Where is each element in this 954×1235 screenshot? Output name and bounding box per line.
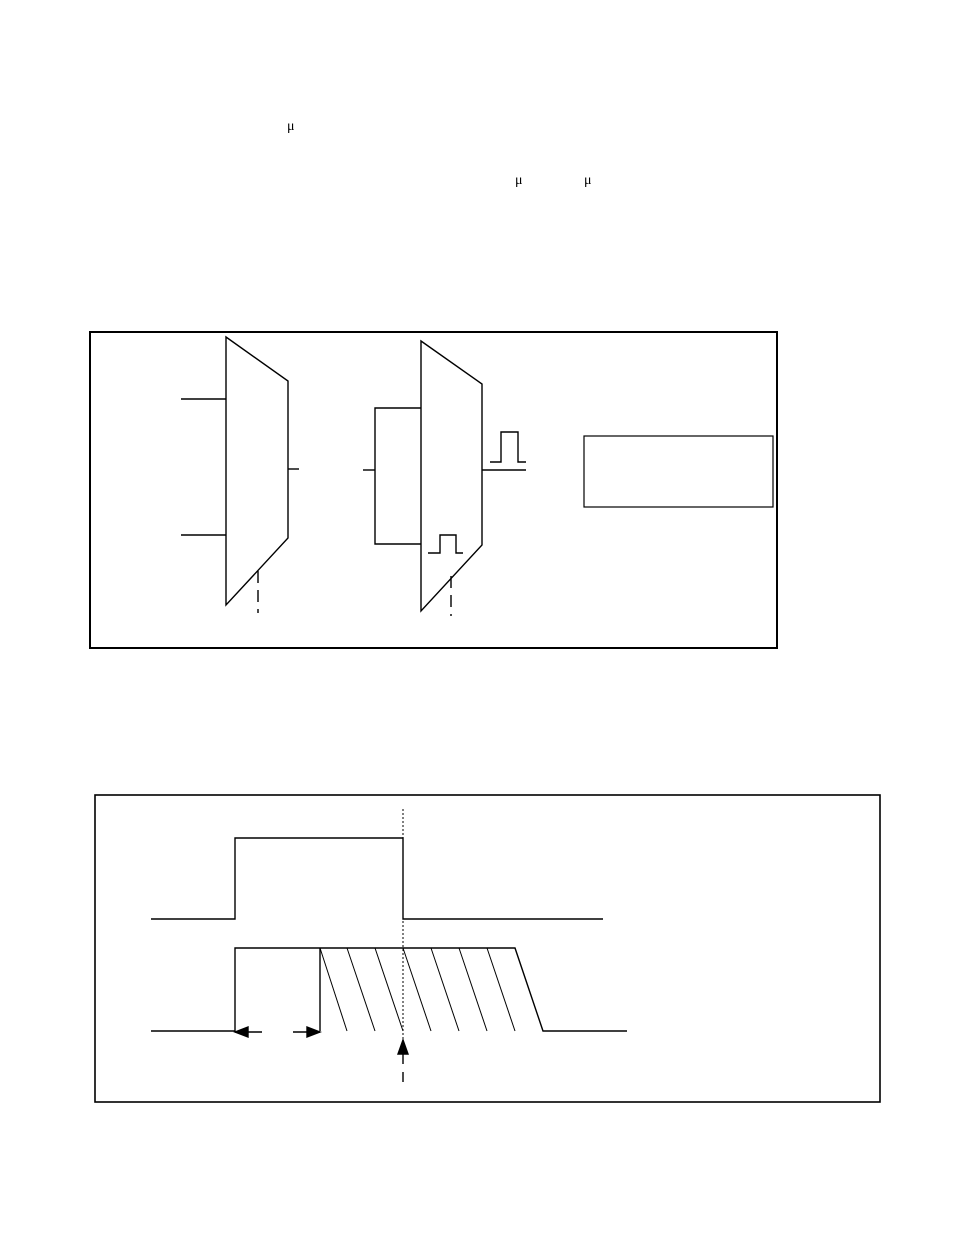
mu-symbol-2: μ bbox=[515, 173, 523, 188]
hatched-region bbox=[320, 948, 515, 1031]
delay-dimension-arrows bbox=[235, 1027, 320, 1037]
mu-symbol-3: μ bbox=[584, 173, 592, 188]
mux-2 bbox=[363, 341, 526, 616]
label-box bbox=[584, 436, 773, 507]
mux-1 bbox=[181, 337, 299, 613]
timing-figure bbox=[95, 795, 880, 1102]
mux-1-body bbox=[226, 337, 288, 605]
mu-symbol-1: μ bbox=[287, 119, 295, 134]
marker-arrow-head bbox=[398, 1040, 408, 1054]
input-pulse bbox=[428, 535, 463, 553]
mux-2-body bbox=[421, 341, 482, 611]
left-arrow-head bbox=[235, 1027, 248, 1037]
mux-2-input-loop bbox=[375, 408, 421, 544]
mux-figure bbox=[90, 332, 777, 648]
right-arrow-head bbox=[307, 1027, 320, 1037]
upper-pulse-waveform bbox=[151, 838, 603, 919]
sample-point-marker bbox=[398, 1040, 408, 1088]
output-pulse bbox=[490, 432, 526, 462]
mux-figure-frame bbox=[90, 332, 777, 648]
